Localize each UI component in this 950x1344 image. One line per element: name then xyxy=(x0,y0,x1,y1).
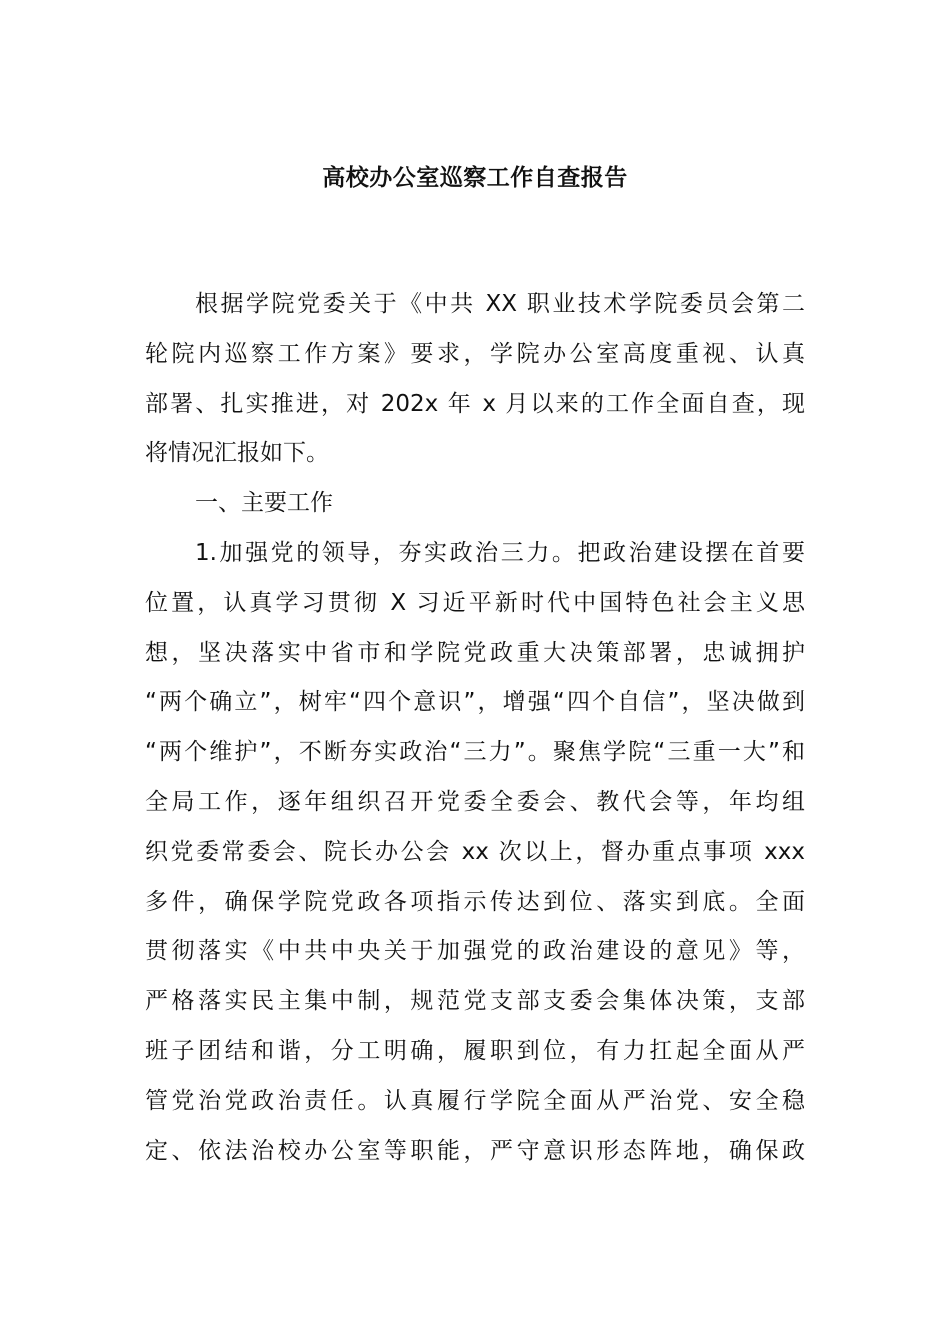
paragraph-3-line-1: 1.加强党的领导，夯实政治三力。把政治建设摆在首要 xyxy=(195,539,805,566)
document-title: 高校办公室巡察工作自查报告 xyxy=(322,165,628,191)
paragraph-1-line-4: 将情况汇报如下。 xyxy=(145,440,329,467)
paragraph-3-line-3: 想，坚决落实中省市和学院党政重大决策部署，忠诚拥护 xyxy=(145,639,805,666)
paragraph-3-line-12: 管党治党政治责任。认真履行学院全面从严治党、安全稳 xyxy=(145,1087,805,1114)
paragraph-3-line-8: 多件，确保学院党政各项指示传达到位、落实到底。全面 xyxy=(145,888,805,915)
section-heading-main-work: 一、主要工作 xyxy=(195,490,333,517)
paragraph-3-line-9: 贯彻落实《中共中央关于加强党的政治建设的意见》等， xyxy=(145,938,805,965)
paragraph-3-line-4: “两个确立”，树牢“四个意识”，增强“四个自信”，坚决做到 xyxy=(145,689,805,716)
paragraph-1-line-2: 轮院内巡察工作方案》要求，学院办公室高度重视、认真 xyxy=(145,340,805,367)
paragraph-3-line-6: 全局工作，逐年组织召开党委全委会、教代会等，年均组 xyxy=(145,788,805,815)
paragraph-3-line-5: “两个维护”，不断夯实政治“三力”。聚焦学院“三重一大”和 xyxy=(145,739,805,766)
paragraph-1-line-1: 根据学院党委关于《中共 XX 职业技术学院委员会第二 xyxy=(195,291,805,317)
document-body xyxy=(145,280,805,1176)
paragraph-3-line-7: 织党委常委会、院长办公会 xx 次以上，督办重点事项 xxx xyxy=(145,838,805,865)
paragraph-3-line-2: 位置，认真学习贯彻 X 习近平新时代中国特色社会主义思 xyxy=(145,589,805,616)
paragraph-3-line-10: 严格落实民主集中制，规范党支部支委会集体决策，支部 xyxy=(145,988,805,1015)
paragraph-3-line-11: 班子团结和谐，分工明确，履职到位，有力扛起全面从严 xyxy=(145,1037,805,1064)
paragraph-1-line-3: 部署、扎实推进，对 202x 年 x 月以来的工作全面自查，现 xyxy=(145,390,805,417)
paragraph-3-line-13: 定、依法治校办公室等职能，严守意识形态阵地，确保政 xyxy=(145,1137,805,1164)
